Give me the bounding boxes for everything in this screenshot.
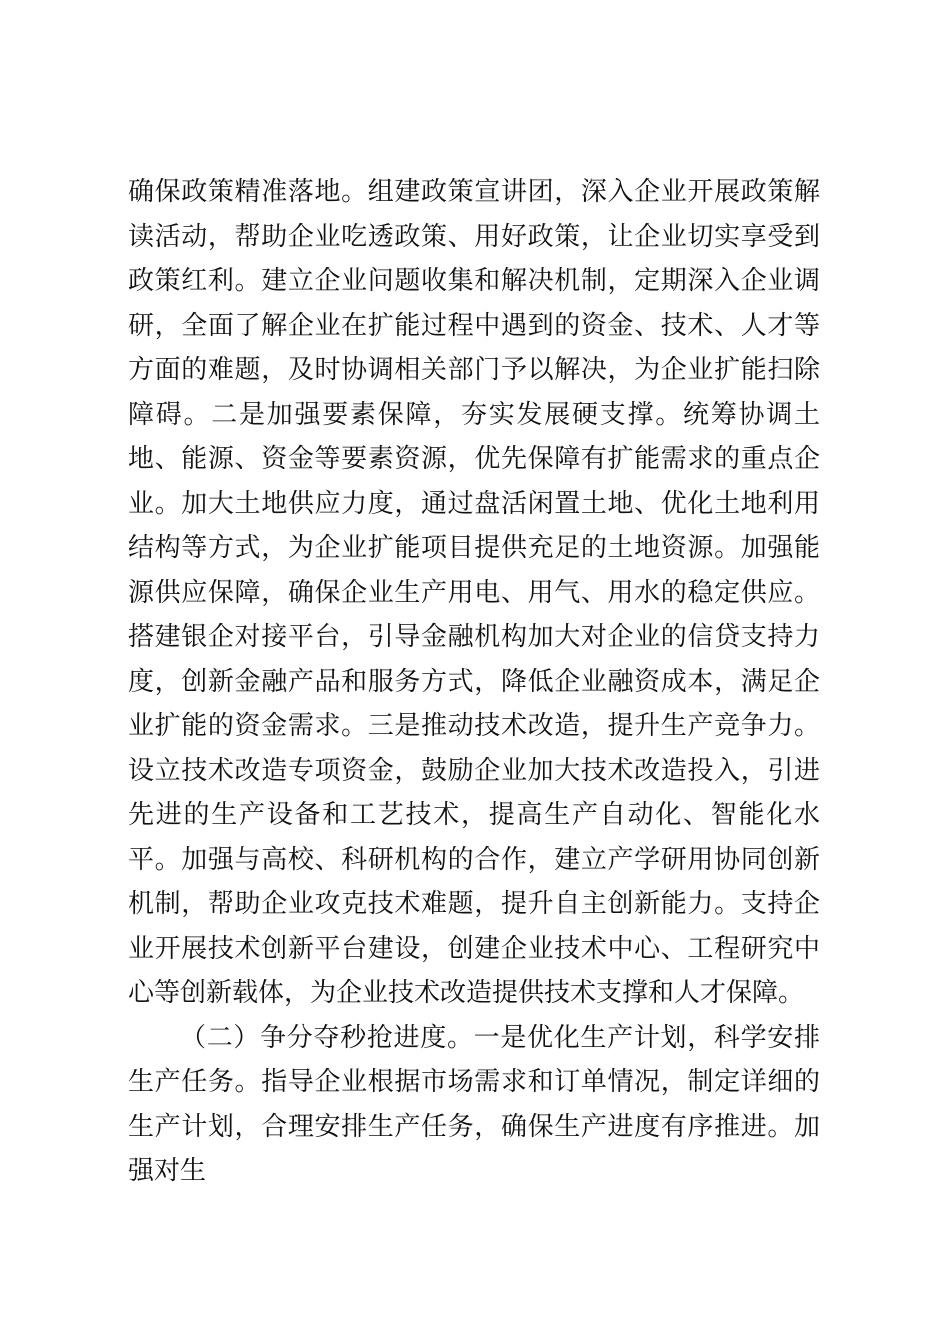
paragraph-2: （二）争分夺秒抢进度。一是优化生产计划，科学安排生产任务。指导企业根据市场需求和订单情况，制定详细的生产计划，合理安排生产任务，确保生产进度有序推进。加强对生 bbox=[128, 1022, 820, 1186]
paragraph-1: 确保政策精准落地。组建政策宣讲团，深入企业开展政策解读活动，帮助企业吃透政策、用好政策，让企业切实享受到政策红利。建立企业问题收集和解决机制，定期深入企业调研，全面了解企业在扩能过程中遇到的资金、技术、人才等方面的难题，及时协调相关部门予以解决，为企业扩能扫除障碍。二是加强要素保障，夯实发展硬支撑。统筹协调土地、能源、资金等要素资源，优先保障有扩能需求的重点企业。加大土地供应力度，通过盘活闲置土地、优化土地利用结构等方式，为企业扩能项目提供充足的土地资源。加强能源供应保障，确保企业生产用电、用气、用水的稳定供应。搭建银企对接平台，引导金融机构加大对企业的信贷支持力度，创新金融产品和服务方式，降低企业融资成本，满足企业扩能的资金需求。三是推动技术改造，提升生产竞争力。设立技术改造专项资金，鼓励企业加大技术改造投入，引进先进的生产设备和工艺技术，提高生产自动化、智能化水平。加强与高校、科研机构的合作，建立产学研用协同创新机制，帮助企业攻克技术难题，提升自主创新能力。支持企业开展技术创新平台建设，创建企业技术中心、工程研究中心等创新载体，为企业技术改造提供技术支撑和人才保障。 bbox=[128, 177, 820, 1008]
document-body bbox=[128, 170, 820, 1194]
